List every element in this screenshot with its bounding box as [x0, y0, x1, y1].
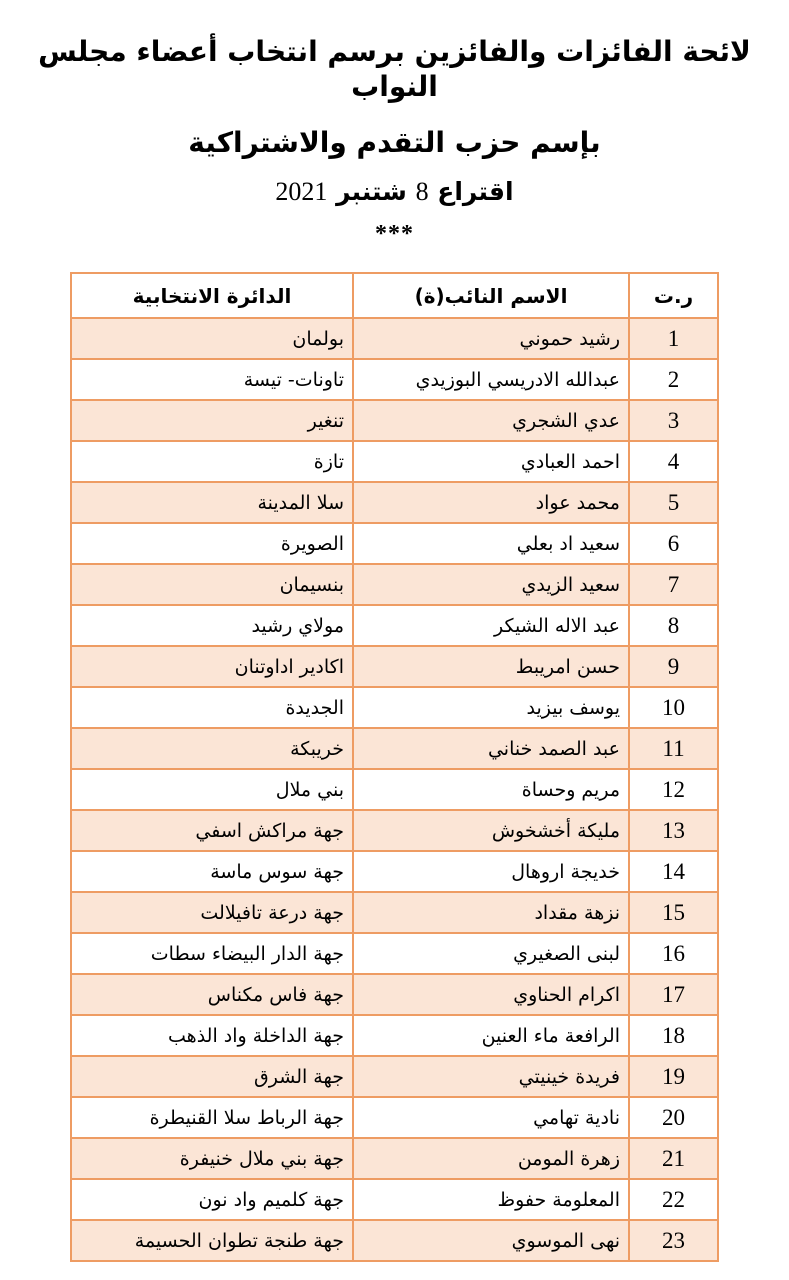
cell-index: 14 [629, 851, 718, 892]
election-date-line [0, 177, 789, 207]
header-cell-index: ر.ت [629, 273, 718, 318]
cell-name: مليكة أخشخوش [353, 810, 629, 851]
table-row [71, 441, 718, 482]
cell-index: 9 [629, 646, 718, 687]
cell-index: 7 [629, 564, 718, 605]
date-word-ballot: اقتراع [437, 177, 514, 206]
cell-district: جهة مراكش اسفي [71, 810, 353, 851]
table-row [71, 1097, 718, 1138]
cell-name: عبد الصمد خناني [353, 728, 629, 769]
cell-name: نزهة مقداد [353, 892, 629, 933]
cell-district: جهة درعة تافيلالت [71, 892, 353, 933]
table-row [71, 564, 718, 605]
cell-index: 23 [629, 1220, 718, 1261]
cell-district: خريبكة [71, 728, 353, 769]
table-row [71, 769, 718, 810]
cell-district: تازة [71, 441, 353, 482]
cell-index: 19 [629, 1056, 718, 1097]
separator-stars: *** [375, 221, 414, 247]
cell-index: 2 [629, 359, 718, 400]
table-row [71, 1138, 718, 1179]
cell-name: سعيد الزيدي [353, 564, 629, 605]
date-year: 2021 [275, 177, 328, 206]
cell-name: يوسف بيزيد [353, 687, 629, 728]
cell-name: الرافعة ماء العنين [353, 1015, 629, 1056]
cell-district: جهة سوس ماسة [71, 851, 353, 892]
table-row [71, 1056, 718, 1097]
table-row [71, 523, 718, 564]
table-row [71, 892, 718, 933]
header-cell-name: الاسم النائب(ة) [353, 273, 629, 318]
cell-name: رشيد حموني [353, 318, 629, 359]
document-page [0, 34, 789, 1280]
page-title: لائحة الفائزات والفائزين برسم انتخاب أعضاء مجلس النواب [38, 35, 751, 103]
header-cell-district: الدائرة الانتخابية [71, 273, 353, 318]
winners-table [70, 272, 719, 1262]
cell-name: احمد العبادي [353, 441, 629, 482]
table-body [71, 318, 718, 1261]
cell-district: بولمان [71, 318, 353, 359]
cell-name: نادية تهامي [353, 1097, 629, 1138]
table-header [71, 273, 718, 318]
cell-district: تنغير [71, 400, 353, 441]
cell-district: جهة بني ملال خنيفرة [71, 1138, 353, 1179]
cell-index: 6 [629, 523, 718, 564]
cell-district: جهة الدار البيضاء سطات [71, 933, 353, 974]
table-row [71, 728, 718, 769]
cell-district: جهة الشرق [71, 1056, 353, 1097]
cell-name: اكرام الحناوي [353, 974, 629, 1015]
cell-district: جهة فاس مكناس [71, 974, 353, 1015]
table-row [71, 974, 718, 1015]
cell-name: سعيد اد بعلي [353, 523, 629, 564]
cell-name: عبد الاله الشيكر [353, 605, 629, 646]
table-row [71, 400, 718, 441]
cell-index: 13 [629, 810, 718, 851]
table-row [71, 810, 718, 851]
table-header-row [71, 273, 718, 318]
cell-index: 11 [629, 728, 718, 769]
cell-name: محمد عواد [353, 482, 629, 523]
cell-index: 3 [629, 400, 718, 441]
cell-district: الجديدة [71, 687, 353, 728]
cell-district: جهة الرباط سلا القنيطرة [71, 1097, 353, 1138]
cell-index: 16 [629, 933, 718, 974]
cell-name: المعلومة حفوظ [353, 1179, 629, 1220]
cell-index: 17 [629, 974, 718, 1015]
cell-index: 10 [629, 687, 718, 728]
cell-name: نهى الموسوي [353, 1220, 629, 1261]
cell-district: تاونات- تيسة [71, 359, 353, 400]
cell-index: 1 [629, 318, 718, 359]
table-row [71, 605, 718, 646]
cell-name: لبنى الصغيري [353, 933, 629, 974]
cell-district: الصويرة [71, 523, 353, 564]
cell-name: خديجة اروهال [353, 851, 629, 892]
cell-index: 15 [629, 892, 718, 933]
cell-district: جهة كلميم واد نون [71, 1179, 353, 1220]
cell-name: فريدة خينيتي [353, 1056, 629, 1097]
cell-district: جهة الداخلة واد الذهب [71, 1015, 353, 1056]
cell-district: بنسيمان [71, 564, 353, 605]
cell-index: 20 [629, 1097, 718, 1138]
cell-name: عبدالله الادريسي البوزيدي [353, 359, 629, 400]
cell-district: سلا المدينة [71, 482, 353, 523]
cell-name: حسن امريبط [353, 646, 629, 687]
date-day: 8 [415, 177, 429, 206]
cell-district: اكادير اداوتنان [71, 646, 353, 687]
cell-name: مريم وحساة [353, 769, 629, 810]
cell-name: عدي الشجري [353, 400, 629, 441]
cell-district: مولاي رشيد [71, 605, 353, 646]
cell-index: 5 [629, 482, 718, 523]
table-row [71, 851, 718, 892]
table-row [71, 933, 718, 974]
cell-index: 12 [629, 769, 718, 810]
cell-name: زهرة المومن [353, 1138, 629, 1179]
table-row [71, 1179, 718, 1220]
table-row [71, 687, 718, 728]
cell-district: جهة طنجة تطوان الحسيمة [71, 1220, 353, 1261]
cell-index: 8 [629, 605, 718, 646]
cell-index: 18 [629, 1015, 718, 1056]
table-row [71, 318, 718, 359]
table-row [71, 1015, 718, 1056]
date-month: شتنبر [336, 177, 407, 206]
document-header [0, 34, 789, 248]
table-row [71, 1220, 718, 1261]
table-row [71, 482, 718, 523]
table-row [71, 646, 718, 687]
cell-index: 22 [629, 1179, 718, 1220]
party-subtitle: بإسم حزب التقدم والاشتراكية [188, 126, 601, 159]
cell-index: 4 [629, 441, 718, 482]
cell-index: 21 [629, 1138, 718, 1179]
cell-district: بني ملال [71, 769, 353, 810]
table-row [71, 359, 718, 400]
